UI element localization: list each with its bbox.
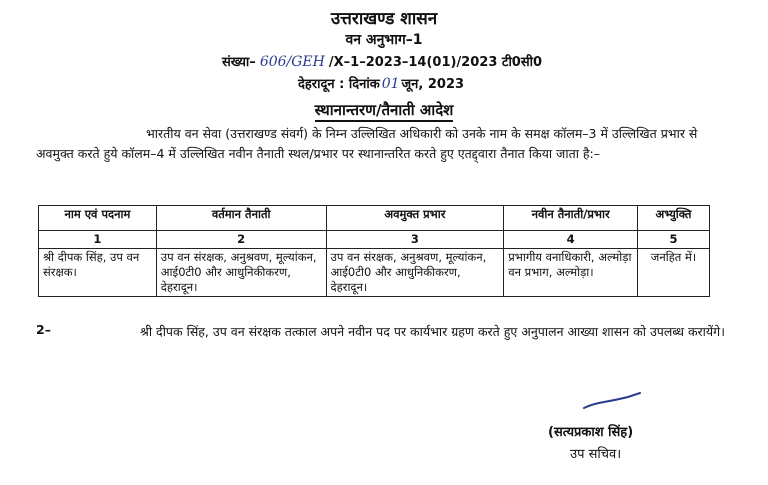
signatory-designation: उप सचिव। — [570, 447, 622, 462]
paragraph-2-number: 2– — [36, 322, 51, 337]
paragraph-2: श्री दीपक सिंह, उप वन संरक्षक तत्काल अपने नवीन पद पर कार्यभार ग्रहण करते हुए अनुपालन आख्या शासन को उपलब्ध करायेंगे। — [140, 324, 725, 339]
date-handwritten: 01 — [381, 76, 400, 92]
government-heading: उत्तराखण्ड शासन — [330, 9, 438, 29]
header-new-posting: नवीन तैनाती/प्रभार — [504, 206, 638, 231]
paragraph-1: भारतीय वन सेवा (उत्तराखण्ड संवर्ग) के निम्न उल्लिखित अधिकारी को उनके नाम के समक्ष कॉलम–3 में उल्लिखित प्रभार से अवमुक्त करते हुये कॉलम–4 में उल्लिखित नवीन तैनाती स्थल/प्रभार पर स्थानान्तरित करते हुए एतद्द्वारा तैनात किया जाता है:– — [36, 126, 698, 161]
cell-name: श्री दीपक सिंह, उप वन संरक्षक। — [39, 249, 157, 297]
date-place: देहरादून : दिनांक — [298, 77, 380, 92]
header-remarks: अभ्युक्ति — [638, 206, 710, 231]
table-header-row — [39, 206, 710, 231]
order-title: स्थानान्तरण/तैनाती आदेश — [0, 100, 768, 120]
section-heading: वन अनुभाग–1 — [345, 32, 423, 48]
table-number-row — [39, 231, 710, 249]
header-current: वर्तमान तैनाती — [156, 206, 326, 231]
signature-mark — [582, 392, 642, 412]
cell-remarks: जनहित में। — [638, 249, 710, 297]
date-line — [298, 74, 464, 92]
cell-relieved: उप वन संरक्षक, अनुश्रवण, मूल्यांकन, आई0टी0 और आधुनिकीकरण, देहरादून। — [326, 249, 504, 297]
reference-label: संख्या– — [222, 55, 256, 70]
cell-current: उप वन संरक्षक, अनुश्रवण, मूल्यांकन, आई0टी0 और आधुनिकीकरण, देहरादून। — [156, 249, 326, 297]
col-number: 2 — [156, 231, 326, 249]
col-number: 5 — [638, 231, 710, 249]
date-rest: जून, 2023 — [401, 77, 465, 92]
table-row — [39, 249, 710, 297]
col-number: 4 — [504, 231, 638, 249]
col-number: 3 — [326, 231, 504, 249]
col-number: 1 — [39, 231, 157, 249]
transfer-table — [38, 205, 710, 297]
reference-rest: /X–1–2023–14(01)/2023 टी0सी0 — [328, 55, 543, 70]
reference-number — [222, 52, 542, 70]
header-relieved: अवमुक्त प्रभार — [326, 206, 504, 231]
cell-new-posting: प्रभागीय वनाधिकारी, अल्मोड़ा वन प्रभाग, अल्मोड़ा। — [504, 249, 638, 297]
signatory-name: (सत्यप्रकाश सिंह) — [548, 425, 634, 440]
header-name: नाम एवं पदनाम — [39, 206, 157, 231]
reference-handwritten: 606/GEH — [259, 54, 325, 70]
